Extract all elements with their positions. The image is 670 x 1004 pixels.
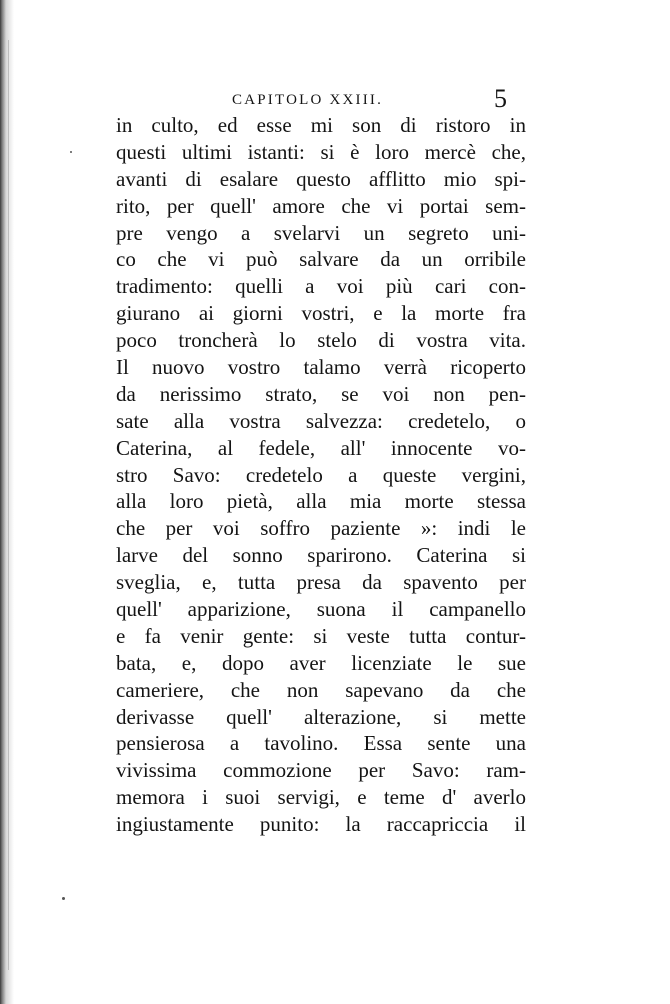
- text-line: vivissima commozione per Savo: ram-: [116, 758, 526, 783]
- text-line: da nerissimo strato, se voi non pen-: [116, 381, 526, 406]
- text-line: larve del sonno sparirono. Caterina si: [116, 543, 526, 568]
- paper-speck: [62, 897, 65, 900]
- text-line: pensierosa a tavolino. Essa sente una: [116, 731, 526, 756]
- text-line: pre vengo a svelarvi un segreto uni-: [116, 220, 526, 245]
- text-line: tradimento: quelli a voi più cari con-: [116, 274, 526, 299]
- text-line: derivasse quell' alterazione, si mette: [116, 704, 526, 729]
- text-line: ingiustamente punito: la raccapriccia il: [116, 812, 526, 837]
- running-head: CAPITOLO XXIII.: [232, 92, 384, 108]
- text-line: stro Savo: credetelo a queste vergini,: [116, 462, 526, 487]
- text-line: Caterina, al fedele, all' innocente vo-: [116, 435, 526, 460]
- text-line: poco troncherà lo stelo di vostra vita.: [116, 328, 526, 353]
- text-line: alla loro pietà, alla mia morte stessa: [116, 489, 526, 514]
- text-line: questi ultimi istanti: si è loro mercè che,: [116, 139, 526, 164]
- text-line: sate alla vostra salvezza: credetelo, o: [116, 408, 526, 433]
- text-line: in culto, ed esse mi son di ristoro in: [116, 113, 526, 137]
- text-line: bata, e, dopo aver licenziate le sue: [116, 650, 526, 675]
- text-line: Il nuovo vostro talamo verrà ricoperto: [116, 355, 526, 380]
- body-text: [116, 112, 526, 838]
- text-line: giurano ai giorni vostri, e la morte fra: [116, 301, 526, 326]
- text-line: che per voi soffro paziente »: indi le: [116, 516, 526, 541]
- text-line: e fa venir gente: si veste tutta contur-: [116, 623, 526, 648]
- paper-speck: [70, 151, 72, 153]
- page-number: 5: [494, 84, 507, 113]
- text-line: co che vi può salvare da un orribile: [116, 247, 526, 272]
- text-line: quell' apparizione, suona il campanello: [116, 597, 526, 622]
- text-line: memora i suoi servigi, e teme d' averlo: [116, 785, 526, 810]
- page-binding-edge: [0, 0, 14, 1004]
- text-line: avanti di esalare questo afflitto mio spi-: [116, 166, 526, 191]
- text-line: sveglia, e, tutta presa da spavento per: [116, 570, 526, 595]
- text-line: rito, per quell' amore che vi portai sem-: [116, 193, 526, 218]
- text-line: cameriere, che non sapevano da che: [116, 677, 526, 702]
